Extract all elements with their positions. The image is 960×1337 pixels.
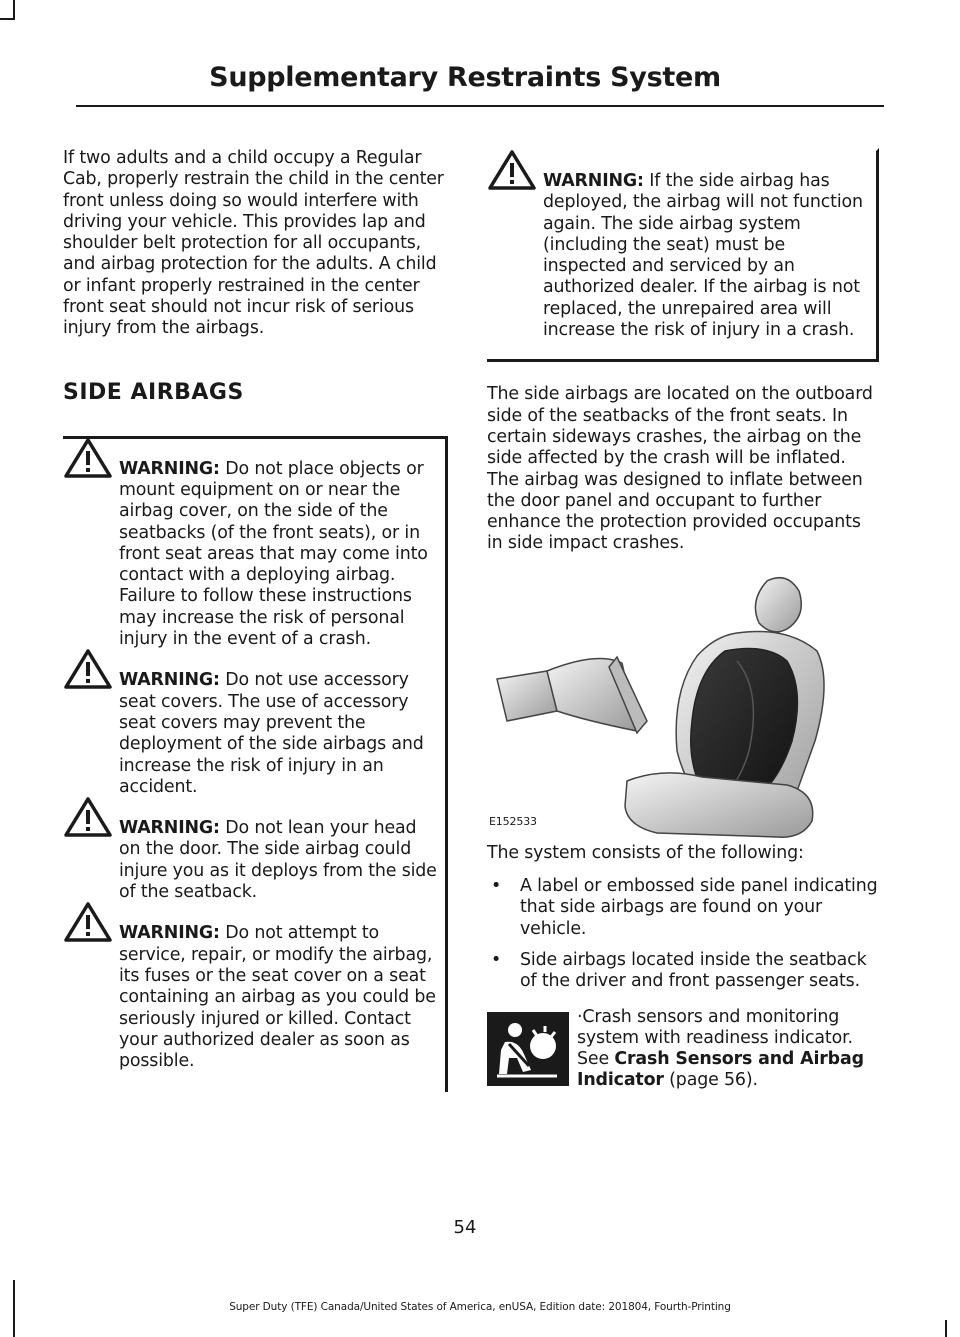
warning-item (63, 923, 439, 1072)
list-item: • A label or embossed side panel indicating that side airbags are found on your vehicle. (491, 876, 878, 939)
warning-label: WARNING: (119, 923, 220, 944)
warning-text: Do not use accessory seat covers. The use of accessory seat covers may prevent the deployment of the side airbags and increase the risk of injury in an accident. (119, 670, 424, 797)
crop-mark (13, 0, 15, 20)
left-column (63, 148, 448, 1092)
warning-triangle-icon (63, 901, 113, 943)
warning-item (487, 171, 870, 341)
side-airbag-paragraph: The side airbags are located on the outboard side of the seatbacks of the front seats. In certain sideways crashes, the airbag on the side affected by the crash will be inflated. The airbag was designed to inflate between the door panel and occupant to further enhance the protection provided occupants in side impact crashes. (487, 384, 873, 554)
seat-airbag-illustration (487, 571, 879, 843)
list-item: • Side airbags located inside the seatback of the driver and front passenger seats. (491, 949, 867, 992)
intro-paragraph: If two adults and a child occupy a Regular Cab, properly restrain the child in the center front unless doing so would interfere with driving your vehicle. This provides lap and shoulder belt protection for all occupants, and airbag protection for the adults. A child or infant properly restrained in the center front seat should not incur risk of serious injury from the airbags. (63, 148, 444, 339)
warning-triangle-icon (63, 437, 113, 479)
crash-sensors-text: ·Crash sensors and monitoring system with readiness indicator. See (577, 1006, 853, 1070)
warning-text: Do not attempt to service, repair, or modify the airbag, its fuses or the seat cover on a seat containing an airbag as you could be seriously injured or killed. Contact your authorized dealer as soon as possible. (119, 923, 436, 1072)
warning-text: Do not lean your head on the door. The side airbag could injure you as it deploys from the side of the seatback. (119, 818, 437, 903)
warning-box (487, 148, 879, 362)
warning-triangle-icon (487, 149, 537, 191)
warning-label: WARNING: (119, 818, 220, 839)
warning-triangle-icon (63, 648, 113, 690)
cross-reference-link[interactable]: Crash Sensors and Airbag Indicator (577, 1049, 864, 1091)
page-reference: (page 56). (663, 1070, 758, 1091)
warning-label: WARNING: (119, 458, 220, 479)
warning-text: If the side airbag has deployed, the airbag will not function again. The side airbag system (including the seat) must be inspected and serviced by an authorized dealer. If the airbag is not replaced, the unrepaired area will increase the risk of injury in a crash. (543, 171, 863, 341)
crash-sensors-paragraph (487, 1007, 879, 1092)
warning-box (63, 436, 448, 1093)
page-title: Supplementary Restraints System (209, 62, 721, 93)
bullet-icon: • (491, 949, 502, 970)
crop-mark (0, 18, 15, 20)
section-heading: SIDE AIRBAGS (63, 379, 244, 405)
figure-code: E152533 (489, 815, 537, 829)
footer-edition-info: Super Duty (TFE) Canada/United States of America, enUSA, Edition date: 201804, Fourth-Printing (229, 1301, 731, 1313)
warning-item (63, 670, 439, 798)
page-number: 54 (453, 1217, 477, 1238)
crop-mark (945, 1320, 947, 1337)
right-column (487, 148, 879, 1092)
airbag-warning-icon (487, 1012, 569, 1086)
warning-label: WARNING: (543, 171, 644, 191)
warning-item (63, 818, 439, 903)
warning-item (63, 459, 439, 651)
list-intro: The system consists of the following: (487, 842, 804, 863)
warning-label: WARNING: (119, 670, 220, 691)
header-divider (76, 105, 884, 107)
warning-triangle-icon (63, 796, 113, 838)
component-list (487, 876, 879, 992)
warning-text: Do not place objects or mount equipment on or near the airbag cover, on the side of the seatbacks (of the front seats), or in front seat areas that may come into contact with a deploying airbag. Failure to follow these instructions may increase the risk of personal injury in the event of a crash. (119, 458, 428, 650)
bullet-icon: • (491, 876, 502, 897)
seat-airbag-icon (487, 571, 879, 843)
